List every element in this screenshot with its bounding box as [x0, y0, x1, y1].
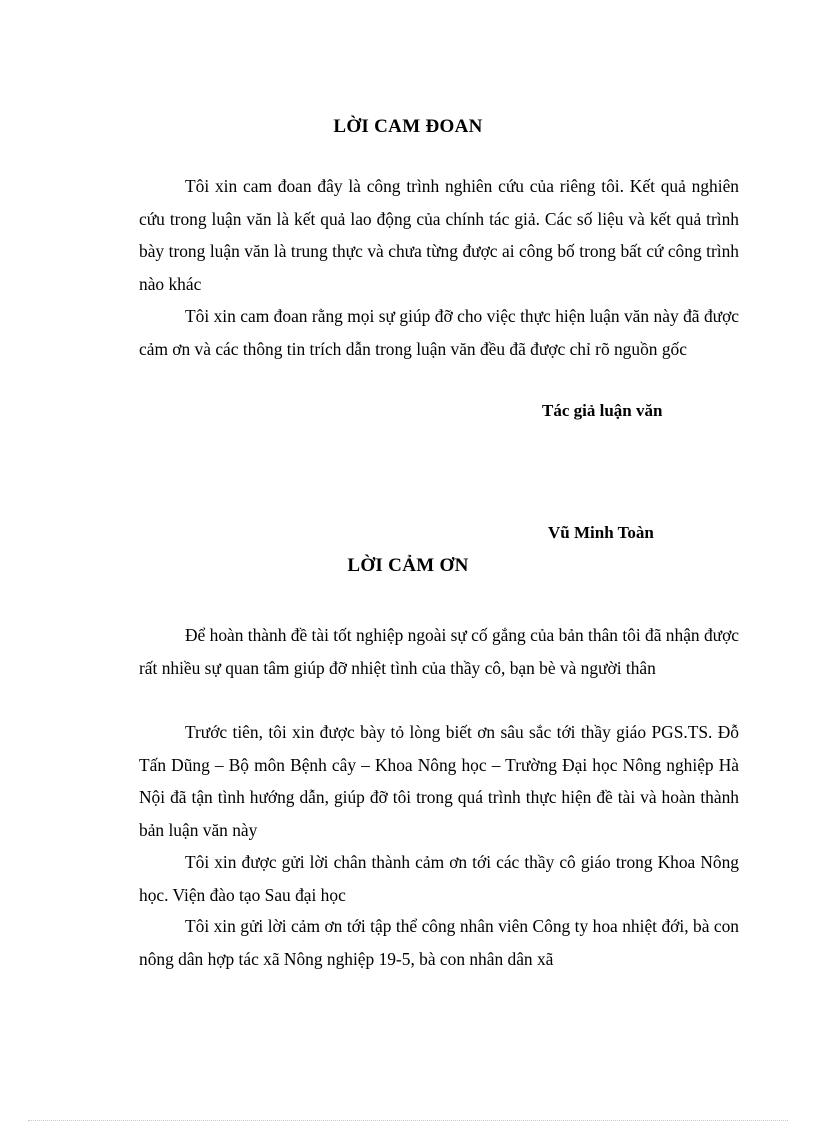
acknowledgement-paragraph-3: Tôi xin được gửi lời chân thành cảm ơn tới các thầy cô giáo trong Khoa Nông học. Viện đào tạo Sau đại học — [139, 852, 739, 905]
declaration-title: LỜI CAM ĐOAN — [333, 116, 483, 137]
author-label: Tác giả luận văn — [542, 401, 663, 420]
acknowledgement-paragraph-4: Tôi xin gửi lời cảm ơn tới tập thể công nhân viên Công ty hoa nhiệt đới, bà con nông dân hợp tác xã Nông nghiệp 19-5, bà con nhân dân xã — [139, 916, 739, 969]
acknowledgement-paragraph-2: Trước tiên, tôi xin được bày tỏ lòng biết ơn sâu sắc tới thầy giáo PGS.TS. Đỗ Tấn Dũng – Bộ môn Bệnh cây – Khoa Nông học – Trường Đại học Nông nghiệp Hà Nội đã tận tình hướng dẫn, giúp đỡ tôi trong quá trình thực hiện đề tài và hoàn thành bản luận văn này — [139, 722, 739, 840]
acknowledgement-title: LỜI CẢM ƠN — [347, 555, 469, 576]
page-bottom-divider — [28, 1120, 788, 1121]
acknowledgement-paragraph-1: Để hoàn thành đề tài tốt nghiệp ngoài sự cố gắng của bản thân tôi đã nhận được rất nhiều sự quan tâm giúp đỡ nhiệt tình của thầy cô, bạn bè và người thân — [139, 625, 739, 678]
declaration-paragraph-1: Tôi xin cam đoan đây là công trình nghiên cứu của riêng tôi. Kết quả nghiên cứu trong luận văn là kết quả lao động của chính tác giả. Các số liệu và kết quả trình bày trong luận văn là trung thực và chưa từng được ai công bố trong bất cứ công trình nào khác — [139, 176, 739, 294]
author-name: Vũ Minh Toàn — [548, 523, 654, 542]
declaration-paragraph-2: Tôi xin cam đoan rằng mọi sự giúp đỡ cho việc thực hiện luận văn này đã được cảm ơn và các thông tin trích dẫn trong luận văn đều đã được chỉ rõ nguồn gốc — [139, 306, 739, 359]
